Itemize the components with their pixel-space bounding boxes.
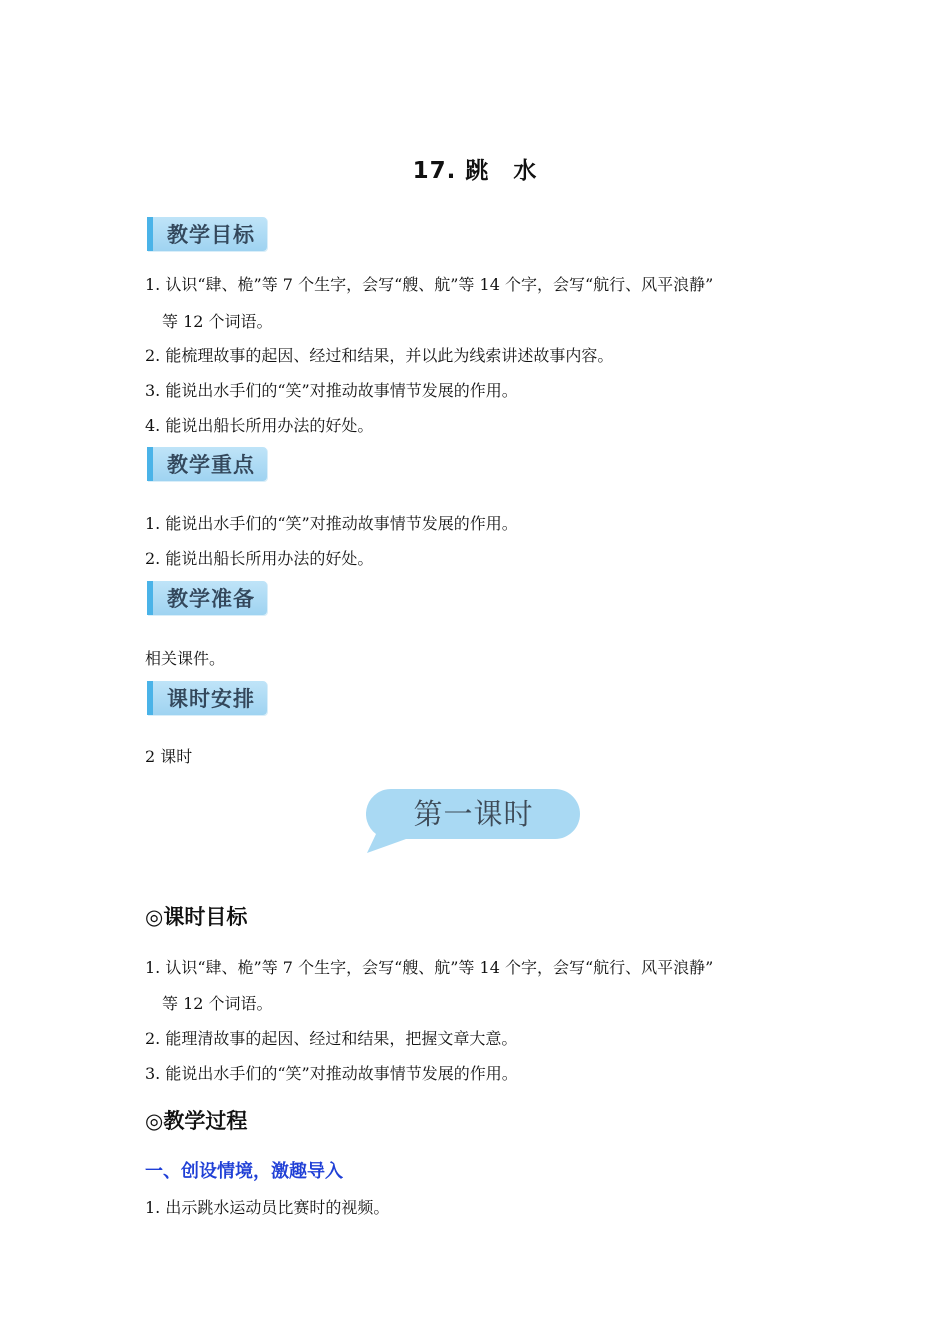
goal-line-1: 1. 认识“肆、桅”等 7 个生字，会写“艘、航”等 14 个字，会写“航行、风平浪静” bbox=[145, 275, 714, 294]
goal-line-4: 4. 能说出船长所用办法的好处。 bbox=[145, 416, 374, 435]
goal-line-1-cont: 等 12 个词语。 bbox=[162, 312, 273, 331]
section-tag-goals: 教学目标 bbox=[147, 217, 267, 251]
lesson-goal-line-3: 3. 能说出水手们的“笑”对推动故事情节发展的作用。 bbox=[145, 1064, 518, 1083]
lesson-goal-line-1: 1. 认识“肆、桅”等 7 个生字，会写“艘、航”等 14 个字，会写“航行、风平浪静” bbox=[145, 958, 714, 977]
lesson-goal-line-1-cont: 等 12 个词语。 bbox=[162, 994, 273, 1013]
keypoint-line-2: 2. 能说出船长所用办法的好处。 bbox=[145, 549, 374, 568]
lesson-bubble bbox=[366, 788, 581, 854]
lesson-bubble-label: 第一课时 bbox=[413, 797, 534, 831]
section-tag-schedule: 课时安排 bbox=[147, 681, 267, 715]
process-heading: ◎教学过程 bbox=[145, 1109, 248, 1133]
section-tag-prep: 教学准备 bbox=[147, 581, 267, 615]
section-tag-keypoints: 教学重点 bbox=[147, 447, 267, 481]
step1-item-1: 1. 出示跳水运动员比赛时的视频。 bbox=[145, 1198, 390, 1217]
lesson-goal-line-2: 2. 能理清故事的起因、经过和结果，把握文章大意。 bbox=[145, 1029, 518, 1048]
schedule-text: 2 课时 bbox=[145, 747, 193, 766]
prep-text: 相关课件。 bbox=[145, 649, 226, 668]
page-title: 17. 跳 水 bbox=[412, 158, 538, 184]
step1-heading: 一、创设情境，激趣导入 bbox=[145, 1161, 343, 1182]
goal-line-3: 3. 能说出水手们的“笑”对推动故事情节发展的作用。 bbox=[145, 381, 518, 400]
lesson-goals-heading: ◎课时目标 bbox=[145, 905, 248, 929]
goal-line-2: 2. 能梳理故事的起因、经过和结果，并以此为线索讲述故事内容。 bbox=[145, 346, 614, 365]
keypoint-line-1: 1. 能说出水手们的“笑”对推动故事情节发展的作用。 bbox=[145, 514, 518, 533]
